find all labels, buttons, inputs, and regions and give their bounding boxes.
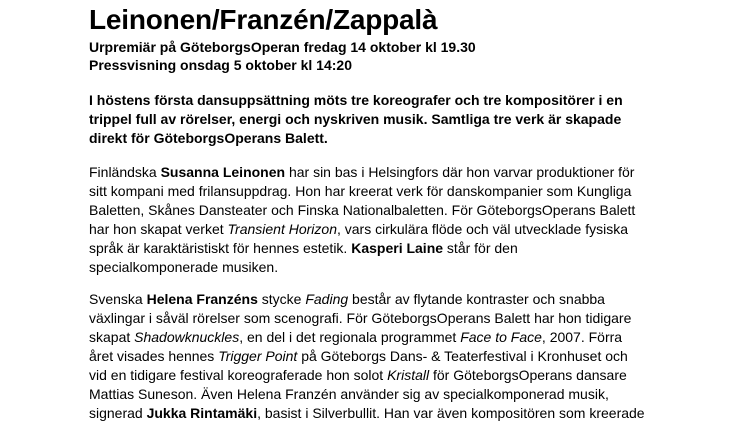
name-jukka-rintamaki: Jukka Rintamäki: [146, 405, 258, 421]
press-viewing-line: Pressvisning onsdag 5 oktober kl 14:20: [89, 57, 352, 73]
paragraph-line: specialkomponerade musiken.: [89, 259, 279, 275]
paragraph-line: [89, 290, 654, 309]
text-run: språk är karaktäristiskt för hennes estetik.: [89, 240, 352, 256]
work-title-kristall: Kristall: [387, 367, 430, 383]
paragraph-line: [89, 239, 654, 258]
paragraph-franzen: [89, 290, 654, 423]
paragraph-line: [89, 404, 654, 423]
paragraph-line: sitt kompani med frilansuppdrag. Hon har kreerat verk för danskompanier som Kungliga: [89, 183, 632, 199]
text-run: för GöteborgsOperans dansare: [429, 367, 627, 383]
paragraph-line: [89, 220, 654, 239]
text-run: signerad: [89, 405, 147, 421]
program-title-face-to-face: Face to Face: [460, 329, 542, 345]
work-title-transient-horizon: Transient Horizon: [227, 221, 337, 237]
text-run: , vars cirkulära flöde och väl utvecklade fysiska: [336, 221, 628, 237]
paragraph-line: [89, 347, 654, 366]
text-run: , 2007. Förra: [541, 329, 623, 345]
text-run: skapat: [89, 329, 135, 345]
paragraph-line: Mattias Suneson. Även Helena Franzén använder sig av specialkomponerad musik,: [89, 386, 609, 402]
text-run: , basist i Silverbullit. Han var även kompositören som kreerade: [257, 405, 645, 421]
paragraph-line: [89, 328, 654, 347]
text-run: har sin bas i Helsingfors där hon varvar produktioner för: [285, 164, 635, 180]
document-title: Leinonen/Franzén/Zappalà: [89, 4, 438, 35]
work-title-shadowknuckles: Shadowknuckles: [134, 329, 240, 345]
work-title-trigger-point: Trigger Point: [218, 348, 298, 364]
lede-paragraph: [89, 91, 669, 148]
text-run: står för den: [443, 240, 518, 256]
lede-line: direkt för GöteborgsOperans Balett.: [89, 130, 328, 146]
text-run: Svenska: [89, 291, 147, 307]
text-run: stycke: [257, 291, 306, 307]
text-run: har hon skapat verket: [89, 221, 228, 237]
name-helena-franzen: Helena Franzéns: [146, 291, 258, 307]
text-run: består av flytande kontraster och snabba: [348, 291, 605, 307]
paragraph-line: Baletten, Skånes Dansteater och Finska Nationalbaletten. För GöteborgsOperans Balett: [89, 202, 636, 218]
text-run: , en del i det regionala programmet: [239, 329, 461, 345]
paragraph-line: [89, 163, 654, 182]
text-run: Finländska: [89, 164, 161, 180]
text-run: på Göteborgs Dans- & Teaterfestival i Kronhuset och: [297, 348, 628, 364]
paragraph-line: [89, 366, 654, 385]
lede-line: trippel full av rörelser, energi och nyskriven musik. Samtliga tre verk är skapade: [89, 111, 622, 127]
premiere-line: Urpremiär på GöteborgsOperan fredag 14 oktober kl 19.30: [89, 39, 476, 55]
lede-line: I höstens första dansuppsättning möts tre koreografer och tre kompositörer i en: [89, 92, 623, 108]
paragraph-line: växlingar i såväl rörelser som scenografi. För GöteborgsOperans Balett har hon tidigare: [89, 310, 632, 326]
name-susanna-leinonen: Susanna Leinonen: [160, 164, 286, 180]
work-title-fading: Fading: [305, 291, 349, 307]
text-run: året visades hennes: [89, 348, 219, 364]
text-run: vid en tidigare festival koreograferade hon solot: [89, 367, 388, 383]
name-kasperi-laine: Kasperi Laine: [351, 240, 444, 256]
paragraph-leinonen: [89, 163, 654, 277]
